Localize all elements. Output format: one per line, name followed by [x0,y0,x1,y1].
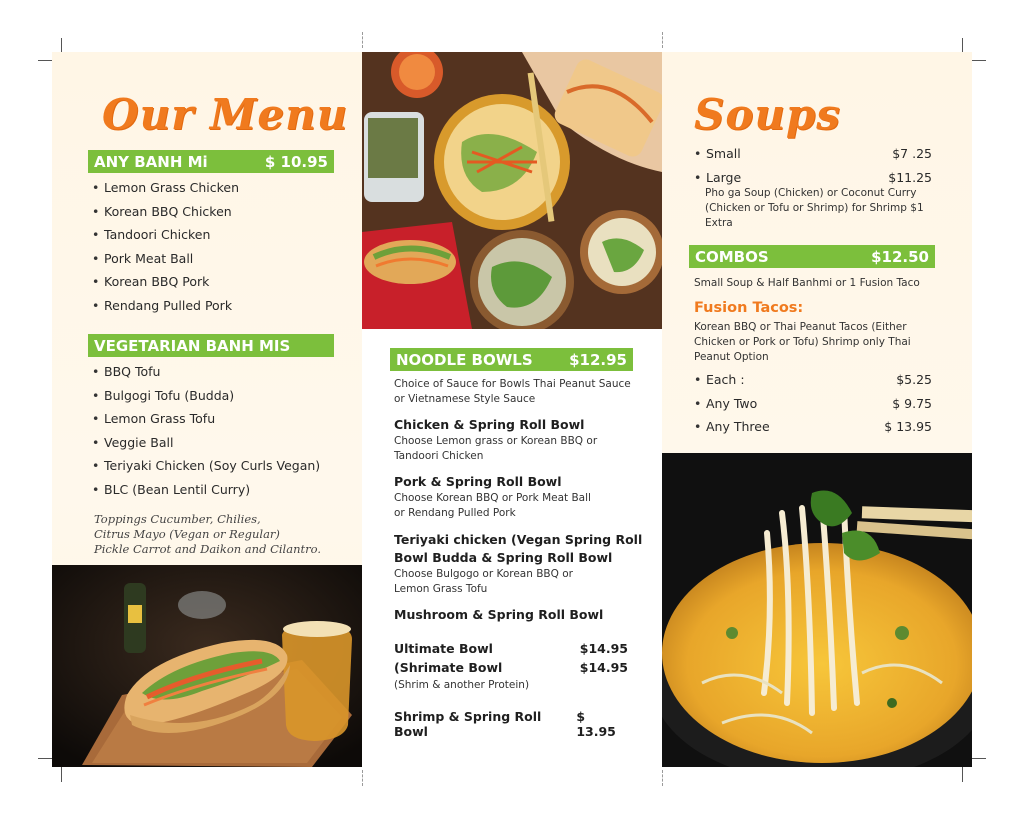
middle-panel [362,52,662,767]
crop-mark [61,766,62,782]
list-item: • Bulgogi Tofu (Budda) [92,388,357,412]
bowl-desc-teriyaki: Choose Bulgogo or Korean BBQ or Lemon Grass Tofu [394,568,573,595]
shrimate-bowl-row [394,660,628,675]
banh-mi-price: $ 10.95 [264,152,328,171]
taco-price-label: • Each : [706,372,745,387]
combos-price: $12.50 [871,247,929,266]
combos-header [689,245,935,268]
list-item: • Korean BBQ Pork [92,274,352,298]
spring-rolls-salad-bowls-photo [362,52,662,329]
list-item [694,372,932,396]
noodle-bowls-price: $12.95 [569,350,627,369]
list-item [694,419,932,443]
list-item: • Veggie Ball [92,435,357,459]
list-item: • Teriyaki Chicken (Soy Curls Vegan) [92,458,357,482]
combos-label: COMBOS [695,247,769,266]
right-panel [662,52,972,767]
fold-mark [662,770,663,786]
list-item: • Lemon Grass Tofu [92,411,357,435]
shrimate-bowl-price: $14.95 [579,660,628,675]
list-item [694,146,932,170]
bowl-desc-chicken: Choose Lemon grass or Korean BBQ or Tandoori Chicken [394,435,598,462]
fold-mark [362,32,363,48]
taco-price-value: $5.25 [896,372,932,387]
ultimate-bowl-row [394,641,628,656]
list-item: • Rendang Pulled Pork [92,298,352,322]
menu-title: Our Menu [102,90,349,139]
pho-noodle-soup-photo [662,453,972,767]
list-item: • Korean BBQ Chicken [92,204,352,228]
vegetarian-list [92,364,357,506]
bowl-title-chicken: Chicken & Spring Roll Bowl [394,417,585,432]
taco-price-value: $ 13.95 [884,419,932,435]
noodle-bowls-intro: Choice of Sauce for Bowls Thai Peanut Sauce or Vietnamese Style Sauce [394,378,631,405]
taco-price-label: • Any Two [706,395,758,411]
noodle-bowls-header [390,348,633,371]
banh-mi-sandwich-with-beer-photo [52,565,362,767]
bowl-title-pork: Pork & Spring Roll Bowl [394,474,562,489]
ultimate-bowl-price: $14.95 [579,641,628,656]
banh-mi-label: ANY BANH Mi [94,152,208,171]
banh-mi-list [92,180,352,322]
soup-size-label: • Large [706,169,742,185]
fusion-tacos-description: Korean BBQ or Thai Peanut Tacos (Either Chicken or Pork or Tofu) Shrimp only Thai Peanut Option [694,321,911,363]
ultimate-bowl-label: Ultimate Bowl [394,641,493,656]
soups-title: Soups [694,90,841,139]
list-item: • BLC (Bean Lentil Curry) [92,482,357,506]
crop-mark [970,758,986,759]
vegetarian-label: VEGETARIAN BANH MIS [94,336,291,355]
fusion-tacos-title: Fusion Tacos: [694,300,804,316]
crop-mark [962,766,963,782]
soup-size-label: • Small [706,146,741,161]
shrimp-bowl-label: Shrimp & Spring Roll Bowl [394,709,542,739]
left-panel [52,52,362,767]
taco-price-label: • Any Three [706,419,770,435]
combos-description: Small Soup & Half Banhmi or 1 Fusion Taco [694,277,920,289]
vegetarian-header [88,334,334,357]
bowl-desc-pork: Choose Korean BBQ or Pork Meat Ball or Rendang Pulled Pork [394,492,591,519]
list-item: • Pork Meat Ball [92,251,352,275]
shrimp-bowl-row [394,709,628,739]
soup-description: Pho ga Soup (Chicken) or Coconut Curry (Chicken or Tofu or Shrimp) for Shrimp $1 Extra [705,187,924,229]
shrimate-bowl-label: (Shrimate Bowl [394,660,503,675]
noodle-bowls-label: NOODLE BOWLS [396,350,533,369]
fold-mark [362,770,363,786]
banh-mi-header [88,150,334,173]
bowl-title-teriyaki: Teriyaki chicken (Vegan Spring Roll Bowl Budda & Spring Roll Bowl [394,532,643,565]
soup-size-price: $7 .25 [892,146,932,161]
list-item: • BBQ Tofu [92,364,357,388]
shrimate-bowl-note: (Shrim & another Protein) [394,679,530,691]
crop-mark [970,60,986,61]
list-item [694,396,932,420]
shrimp-bowl-price: $ 13.95 [576,709,616,739]
taco-price-value: $ 9.75 [892,395,932,411]
toppings-note: Toppings Cucumber, Chilies, Citrus Mayo (Vegan or Regular) Pickle Carrot and Daikon and Cilantro. [94,512,321,556]
bowl-title-mushroom: Mushroom & Spring Roll Bowl [394,607,604,622]
list-item: • Lemon Grass Chicken [92,180,352,204]
taco-prices [694,372,932,443]
soup-size-price: $11.25 [888,169,932,185]
fold-mark [662,32,663,48]
list-item: • Tandoori Chicken [92,227,352,251]
